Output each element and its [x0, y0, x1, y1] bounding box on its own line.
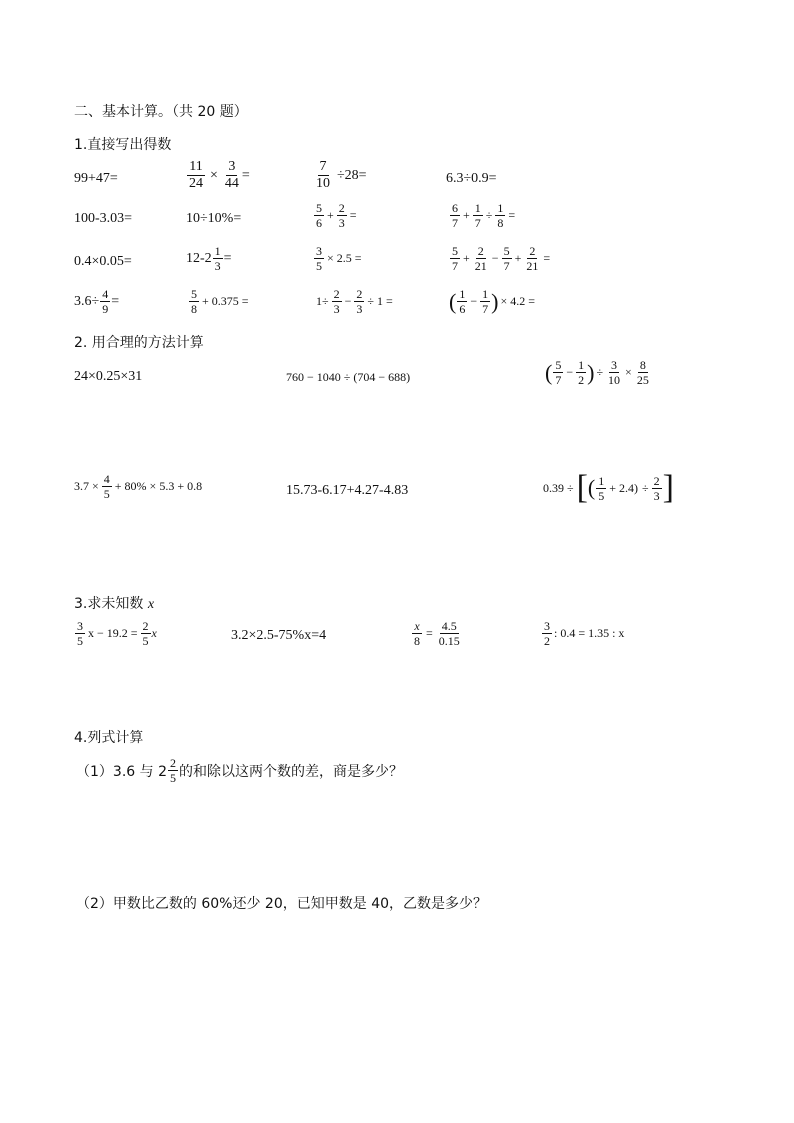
p1-r1-b: $\frac{11}{24}$ × $\frac{3}{44}$ = — [189, 159, 250, 191]
p1-r3-a: 0.4×0.05= — [74, 254, 132, 269]
p1-r1-a: 99+47= — [74, 171, 118, 186]
p1-r1-c: $\frac{7}{10}$ ÷28= — [316, 159, 367, 191]
p2-expr-4: 3.7 × $\frac{4}{5}$ + 80% × 5.3 + 0.8 — [74, 472, 203, 501]
p2-expr-2: 760 − 1040 ÷ (704 − 688) — [286, 370, 411, 384]
p1-r3-b: 12-2 $\frac{1}{3}$ = — [186, 244, 232, 273]
part3-heading: 3.求未知数 x — [74, 596, 155, 612]
p2-expr-6: 0.39 ÷ [ ( $\frac{1}{5}$ + 2.4) ÷ $\frac{2}{3}$ ] — [543, 469, 674, 506]
p3-eq-2: 3.2×2.5-75%x=4 — [231, 628, 327, 643]
p1-r2-c: $\frac{5}{6}$ + $\frac{2}{3}$ = — [316, 201, 357, 230]
p3-eq-1: $\frac{3}{5}$ x − 19.2 = $\frac{2}{5}$ x — [77, 619, 157, 648]
p2-expr-3: ( $\frac{5}{7}$ − $\frac{1}{2}$ ) ÷ $\frac{3}{10}$ × $\frac{8}{25}$ — [545, 358, 649, 387]
p1-r2-b: 10÷10%= — [186, 211, 242, 226]
part2-heading: 2. 用合理的方法计算 — [74, 335, 204, 351]
p1-r2-d: $\frac{6}{7}$ + $\frac{1}{7}$ ÷ $\frac{1}{8}$ = — [452, 201, 516, 230]
p3-eq-4: $\frac{3}{2}$ : 0.4 = 1.35 : x — [544, 619, 625, 648]
p1-r1-d: 6.3÷0.9= — [446, 171, 497, 186]
part1-heading: 1.直接写出得数 — [74, 137, 172, 153]
p4-question-2: （2）甲数比乙数的 60%还少 20，已知甲数是 40，乙数是多少？ — [76, 896, 488, 912]
part4-heading: 4.列式计算 — [74, 730, 144, 746]
p1-r4-c: 1÷ $\frac{2}{3}$ − $\frac{2}{3}$ ÷ 1 = — [316, 287, 393, 316]
section-title: 二、基本计算。（共 20 题） — [74, 104, 248, 120]
p2-expr-5: 15.73-6.17+4.27-4.83 — [286, 483, 409, 498]
p3-eq-3: $\frac{x}{8}$ = $\frac{4.5}{0.15}$ — [414, 619, 460, 648]
p1-r4-a: 3.6÷ $\frac{4}{9}$ = — [74, 287, 120, 316]
p1-r3-c: $\frac{3}{5}$ × 2.5 = — [316, 244, 362, 273]
p4-question-1: （1）3.6 与 2 $\frac{2}{5}$ 的和除以这两个数的差，商是多少？ — [76, 756, 403, 785]
p1-r4-d: ( $\frac{1}{6}$ − $\frac{1}{7}$ ) × 4.2 = — [449, 287, 535, 316]
p1-r3-d: $\frac{5}{7}$ + $\frac{2}{21}$ − $\frac{5}{7}$ + $\frac{2}{21}$ = — [452, 244, 551, 273]
p1-r2-a: 100-3.03= — [74, 211, 133, 226]
p1-r4-b: $\frac{5}{8}$ + 0.375 = — [191, 287, 249, 316]
p2-expr-1: 24×0.25×31 — [74, 369, 143, 384]
